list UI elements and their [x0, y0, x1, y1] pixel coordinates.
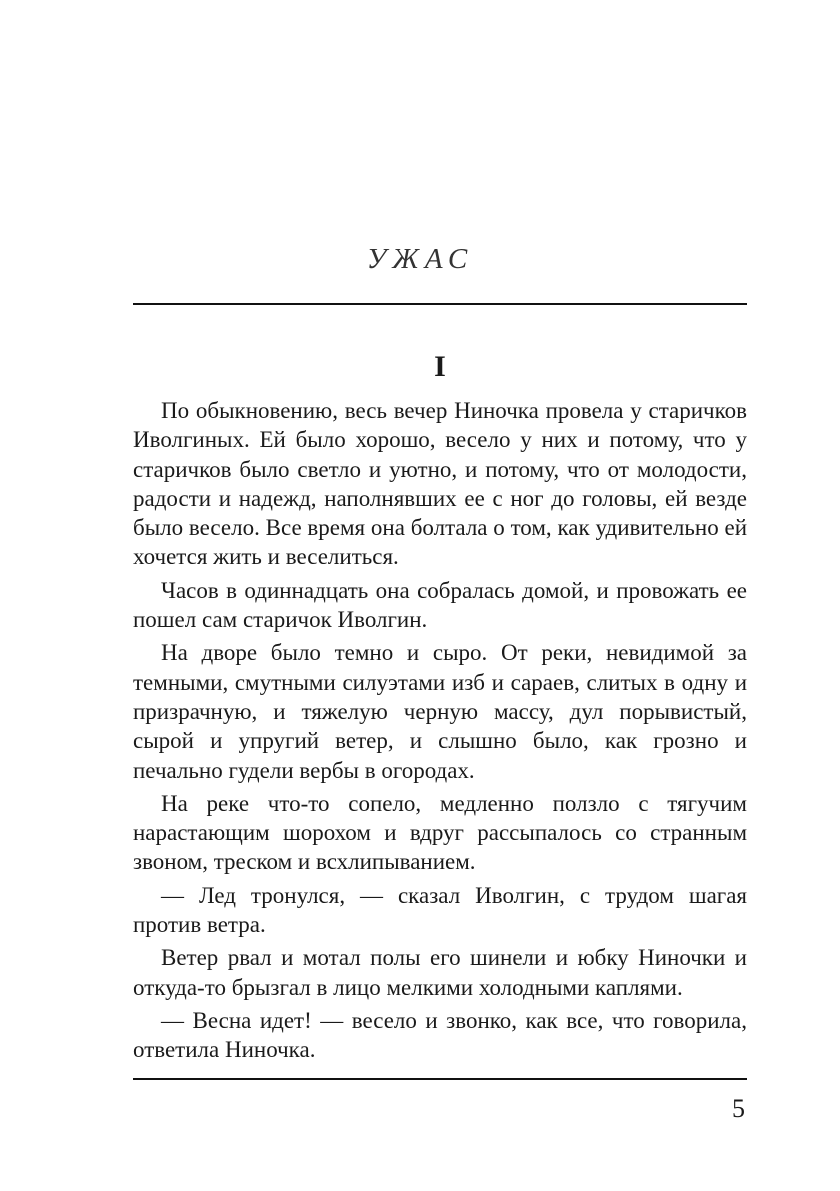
section-number: I [434, 350, 446, 383]
paragraph: На дворе было темно и сыро. От реки, невидимой за темными, смутными силуэтами изб и сараев, слитых в одну и призрачную, и тяжелую черную массу, дул порывистый, сырой и упругий ветер, и слышно было, как грозно и печально гудели вербы в огородах. [133, 640, 747, 783]
bottom-divider [133, 1078, 747, 1080]
paragraph: — Весна идет! — весело и звонко, как все, что говорила, ответила Ниночка. [133, 1007, 747, 1063]
paragraph: — Лед тронулся, — сказал Иволгин, с трудом шагая против ветра. [133, 882, 747, 938]
top-divider [133, 303, 747, 305]
page-number: 5 [732, 1094, 745, 1123]
paragraph: Часов в одиннадцать она собралась домой, и провожать ее пошел сам старичок Иволгин. [133, 577, 747, 633]
chapter-title: УЖАС [366, 243, 474, 275]
paragraph: Ветер рвал и мотал полы его шинели и юбку Ниночки и откуда-то брызгал в лицо мелкими холодными каплями. [133, 945, 747, 1000]
paragraph: На реке что-то сопело, медленно ползло с тягучим нарастающим шорохом и вдруг рассыпалось со странным звоном, треском и всхлипыванием. [133, 790, 747, 875]
body-text [133, 396, 747, 1069]
paragraph: По обыкновению, весь вечер Ниночка провела у старичков Иволгиных. Ей было хорошо, весело у них и потому, что у старичков было светло и уютно, и потому, что от молодости, радости и надежд, наполнявших ее с ног до головы, ей везде было весело. Все время она болтала о том, как удивительно ей хочется жить и веселиться. [133, 398, 747, 570]
